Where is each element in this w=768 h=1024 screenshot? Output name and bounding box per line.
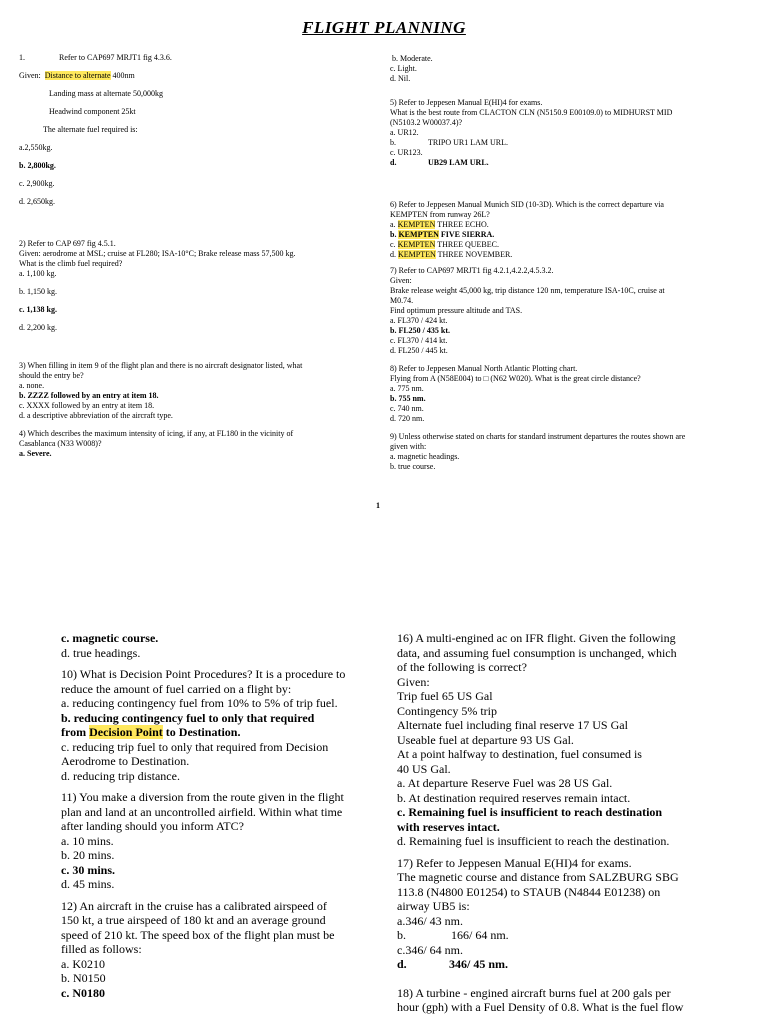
q3-option-c: c. XXXX followed by an entry at item 18. [19,401,155,410]
q4-question-line2: Casablanca (N33 W008)? [19,439,102,448]
q3-question-line1: 3) When filling in item 9 of the flight plan and there is no aircraft designator listed, what [19,361,303,370]
q1-distance-value: 400nm [110,71,135,80]
q3-option-a: a. none. [19,381,45,390]
q1-reference: Refer to CAP697 MRJT1 fig 4.3.6. [59,53,172,62]
q6-option-b-label: b. [390,230,399,239]
q12-question-line1: 12) An aircraft in the cruise has a calibrated airspeed of [61,898,327,913]
q7-given-line2: M0.74. [390,296,414,305]
q9-option-a: a. magnetic headings. [390,452,460,461]
q7-reference: 7) Refer to CAP697 MRJT1 fig 4.2.1,4.2.2,4.5.3.2. [390,266,554,275]
q8-option-b: b. 755 nm. [390,394,426,403]
q1-given-line [19,71,302,81]
q6-option-a-label: a. [390,220,398,229]
q6-option-d [390,250,685,260]
q1-landing-mass: Landing mass at alternate 50,000kg [49,89,163,98]
q10-option-c-line2: Aerodrome to Destination. [61,754,190,768]
q5-option-d [390,158,685,168]
q12-question-line3: speed of 210 kt. The speed box of the flight plan must be [61,927,335,942]
q5-question-line1: What is the best route from CLACTON CLN (N5150.9 E00109.0) to MIDHURST MID [390,108,673,117]
q10-option-d: d. reducing trip distance. [61,768,180,783]
page2-right-column [397,631,683,1015]
q10-option-b-line2-pre: from [61,725,90,739]
q17-question-line3: airway UB5 is: [397,899,470,913]
q11-question-line2: plan and land at an uncontrolled airfield. Within what time [61,804,343,819]
q7-given-line1: Brake release weight 45,000 kg, trip distance 120 nm, temperature ISA-10C, cruise at [390,286,665,295]
q10-option-b-highlight: Decision Point [89,725,163,739]
q1-distance-highlight: Distance to alternate [44,71,111,80]
q6-option-d-label: d. [390,250,398,259]
q17-option-a: a.346/ 43 nm. [397,913,463,928]
q2-option-b: b. 1,150 kg. [19,287,57,296]
q10-question-line2: reduce the amount of fuel carried on a flight by: [61,681,292,696]
q6-question-line1: 6) Refer to Jeppesen Manual Munich SID (10-3D). Which is the correct departure via [390,200,664,209]
q6-option-a-highlight: KEMPTEN [397,220,436,229]
q4-option-d: d. Nil. [390,74,411,83]
q10-option-b-line1: b. reducing contingency fuel to only that required [61,710,315,725]
q9-question-line1: 9) Unless otherwise stated on charts for standard instrument departures the routes shown are [390,432,686,441]
q4-option-a: a. Severe. [19,449,52,458]
q4-option-b: b. Moderate. [392,54,433,63]
q6-option-b [390,230,685,240]
q16-option-a: a. At departure Reserve Fuel was 28 US Gal. [397,776,613,790]
q1-option-d: d. 2,650kg. [19,197,55,206]
q7-option-c: c. FL370 / 414 kt. [390,336,448,345]
page1-left-column [19,53,302,459]
q4-option-c: c. Light. [390,64,417,73]
q17-option-b-text: 166/ 64 nm. [451,928,509,942]
q16-given-useable-fuel: Useable fuel at departure 93 US Gal. [397,732,574,747]
q7-given-label: Given: [390,276,412,285]
q17-option-d-text: 346/ 45 nm. [449,957,509,971]
q2-option-d: d. 2,200 kg. [19,323,57,332]
q17-question-line2: 113.8 (N4800 E01254) to STAUB (N4844 E01238) on [397,884,661,899]
q16-option-c-line2: with reserves intact. [397,819,500,834]
q2-option-c: c. 1,138 kg. [19,305,57,314]
page-number: 1 [376,501,380,510]
page1-right-column [390,54,685,472]
q5-question-line2: (N5103.2 W00037.4)? [390,118,463,127]
q11-option-b: b. 20 mins. [61,848,115,862]
q6-option-b-text: FIVE SIERRA. [438,230,495,239]
q9-option-c: c. magnetic course. [61,631,159,645]
q16-option-b: b. At destination required reserves remain intact. [397,790,631,805]
q2-option-a: a. 1,100 kg. [19,269,57,278]
q5-option-b-text: TRIPO UR1 LAM URL. [428,138,509,147]
q1-headwind: Headwind component 25kt [49,107,136,116]
q3-question-line2: should the entry be? [19,371,84,380]
q17-option-d [397,957,683,972]
q12-option-c: c. N0180 [61,985,105,1000]
q10-question-line1: 10) What is Decision Point Procedures? It is a procedure to [61,667,346,681]
page-title: FLIGHT PLANNING [302,18,466,37]
q16-question-line2: data, and assuming fuel consumption is unchanged, which [397,645,677,660]
q6-option-c-label: c. [390,240,398,249]
q3-option-b: b. ZZZZ followed by an entry at item 18. [19,391,159,400]
q6-option-d-highlight: KEMPTEN [398,250,436,259]
q17-option-d-label: d. [397,957,407,971]
q5-option-d-text: UB29 LAM URL. [428,158,489,167]
q9-option-b: b. true course. [390,462,436,471]
q6-option-c-highlight: KEMPTEN [397,240,436,249]
q5-option-b-label: b. [390,138,396,147]
q7-option-a: a. FL370 / 424 kt. [390,316,448,325]
q17-reference: 17) Refer to Jeppesen Manual E(HI)4 for exams. [397,855,632,870]
q11-option-c: c. 30 mins. [61,862,115,877]
q10-option-b-line2 [61,725,345,740]
q6-option-d-text: THREE NOVEMBER. [435,250,513,259]
q1-ref-line [19,53,302,63]
q16-question-line3: of the following is correct? [397,660,527,674]
q8-option-c: c. 740 nm. [390,404,424,413]
q8-question: Flying from A (N58E004) to □ (N62 W020). What is the great circle distance? [390,374,641,383]
q8-option-a: a. 775 nm. [390,384,424,393]
q5-reference: 5) Refer to Jeppesen Manual E(HI)4 for exams. [390,98,543,107]
q12-option-b: b. N0150 [61,971,106,985]
q1-number: 1. [19,53,25,62]
q16-given-halfway-line1: At a point halfway to destination, fuel consumed is [397,747,642,761]
q6-option-a-text: THREE ECHO. [435,220,489,229]
q11-question-line1: 11) You make a diversion from the route given in the flight [61,790,344,804]
q7-option-d: d. FL250 / 445 kt. [390,346,448,355]
q18-question-line1: 18) A turbine - engined aircraft burns fuel at 200 gals per [397,985,671,1000]
q7-question: Find optimum pressure altitude and TAS. [390,306,523,315]
q6-question-line2: KEMPTEN from runway 26L? [390,210,490,219]
q11-question-line3: after landing should you inform ATC? [61,819,244,833]
q16-given-trip-fuel: Trip fuel 65 US Gal [397,689,493,703]
q1-option-b: b. 2,800kg. [19,161,56,170]
q1-option-c: c. 2,900kg. [19,179,55,188]
q16-given-halfway-line2: 40 US Gal. [397,761,451,776]
q3-option-d: d. a descriptive abbreviation of the aircraft type. [19,411,173,420]
q6-option-c-text: THREE QUEBEC. [435,240,499,249]
q8-reference: 8) Refer to Jeppesen Manual North Atlantic Plotting chart. [390,364,578,373]
q5-option-a: a. UR12. [390,128,419,137]
q16-given-contingency: Contingency 5% trip [397,703,497,718]
q18-question-line2: hour (gph) with a Fuel Density of 0.8. What is the fuel flow [397,1000,684,1014]
q2-question: What is the climb fuel required? [19,259,123,268]
q6-option-a [390,220,685,230]
q11-option-d: d. 45 mins. [61,877,115,891]
q5-option-b [390,138,685,148]
q16-given-alternate-fuel: Alternate fuel including final reserve 17 US Gal [397,718,628,732]
q5-option-c: c. UR123. [390,148,423,157]
q10-option-c-line1: c. reducing trip fuel to only that required from Decision [61,739,329,754]
q17-option-b [397,928,683,943]
q9-option-d: d. true headings. [61,645,141,660]
q9-question-line2: given with: [390,442,427,451]
q10-option-b-line2-post: to Destination. [162,725,241,739]
q6-option-b-highlight: KEMPTEN [398,230,439,239]
q8-option-d: d. 720 nm. [390,414,425,423]
q16-question-line1: 16) A multi-engined ac on IFR flight. Given the following [397,631,676,645]
q6-option-c [390,240,685,250]
q1-question: The alternate fuel required is: [43,125,138,134]
q12-question-line2: 150 kt, a true airspeed of 180 kt and an average ground [61,913,326,927]
q10-option-a: a. reducing contingency fuel from 10% to 5% of trip fuel. [61,696,338,710]
q2-given: Given: aerodrome at MSL; cruise at FL280; ISA-10°C; Brake release mass 57,500 kg. [19,249,296,258]
page-2 [0,620,768,1024]
q1-option-a: a.2,550kg. [19,143,53,152]
q17-option-b-label: b. [397,928,406,942]
q16-option-c-line1: c. Remaining fuel is insufficient to reach destination [397,805,663,819]
q12-question-line4: filled as follows: [61,942,142,956]
page2-left-column [61,631,345,1000]
q2-reference: 2) Refer to CAP 697 fig 4.5.1. [19,239,116,248]
q11-option-a: a. 10 mins. [61,833,114,848]
q7-option-b: b. FL250 / 435 kt. [390,326,451,335]
q17-option-c: c.346/ 64 nm. [397,942,463,957]
q12-option-a: a. K0210 [61,956,105,971]
q1-given-label: Given: [19,71,41,80]
q16-option-d: d. Remaining fuel is insufficient to reach the destination. [397,834,670,848]
q16-given-label: Given: [397,674,430,689]
q17-question-line1: The magnetic course and distance from SALZBURG SBG [397,870,679,884]
q4-question-line1: 4) Which describes the maximum intensity of icing, if any, at FL180 in the vicinity of [19,429,294,438]
q5-option-d-label: d. [390,158,397,167]
